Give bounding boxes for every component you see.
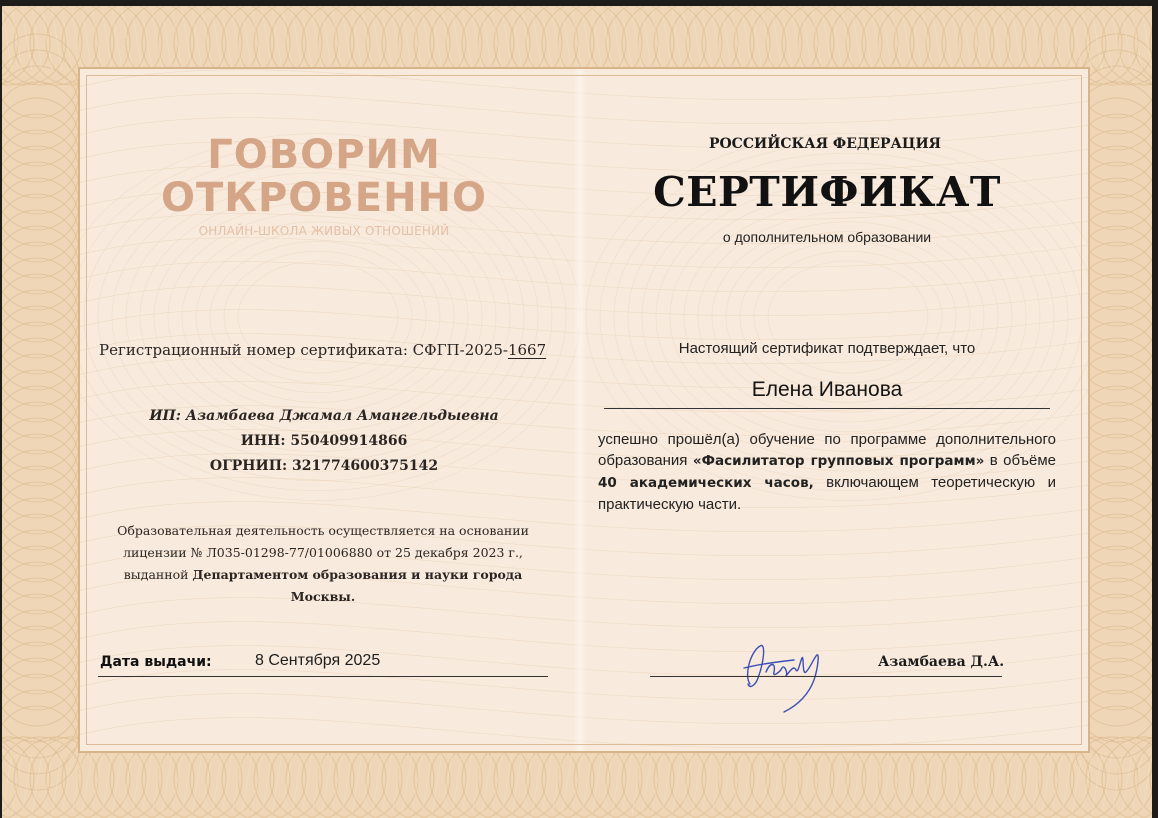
confirmation-text: Настоящий сертификат подтверждает, что	[678, 340, 976, 357]
certificate-subtitle: о дополнительном образовании	[722, 229, 932, 245]
license-line-1: Образовательная деятельность осуществляется на основании	[117, 523, 529, 538]
license-line-3-bold: Департаментом образования и науки города	[192, 567, 523, 582]
issuer-ogrnip: ОГРНИП: 321774600375142	[209, 458, 439, 474]
completion-text-2: в объёме	[984, 452, 1056, 469]
program-name: «Фасилитатор групповых программ»	[692, 453, 985, 469]
license-line-3	[95, 564, 551, 586]
logo-tagline: ОНЛАЙН-ШКОЛА ЖИВЫХ ОТНОШЕНИЙ	[198, 224, 450, 238]
logo-line-1: ГОВОРИМ	[207, 132, 441, 178]
issue-date-value: 8 Сентября 2025	[255, 652, 381, 669]
signature-underline	[650, 676, 1002, 677]
completion-text-3: включающем теоретическую и практическую части.	[598, 474, 1056, 513]
issue-date-underline	[98, 676, 548, 677]
completion-text-1: успешно прошёл(а) обучение по программе дополнительного образования	[598, 431, 1056, 469]
signer-name: Азамбаева Д.А.	[878, 654, 1005, 670]
handwritten-signature	[736, 632, 836, 716]
license-line-3-prefix: выданной	[123, 567, 193, 582]
registration-label: Регистрационный номер сертификата: СФГП-2025-	[99, 341, 508, 359]
license-line-4	[95, 586, 551, 608]
completion-paragraph	[598, 429, 1056, 515]
certificate-title: СЕРТИФИКАТ	[653, 168, 1001, 216]
student-name: Елена Иванова	[751, 378, 903, 401]
registration-number	[99, 341, 569, 359]
program-hours: 40 академических часов,	[598, 475, 814, 491]
issuer-name: ИП: Азамбаева Джамал Амангельдыевна	[149, 408, 499, 424]
license-line-4-bold: Москвы.	[290, 589, 356, 604]
country-heading: РОССИЙСКАЯ ФЕДЕРАЦИЯ	[708, 136, 942, 152]
license-text	[95, 520, 551, 608]
issue-date-label: Дата выдачи:	[100, 654, 212, 670]
logo-line-2: ОТКРОВЕННО	[160, 175, 488, 221]
license-line-2: лицензии № Л035-01298-77/01006880 от 25 декабря 2023 г.,	[123, 545, 523, 560]
student-name-underline	[604, 408, 1050, 409]
issuer-inn: ИНН: 550409914866	[240, 433, 408, 449]
registration-number-value: 1667	[507, 341, 547, 359]
